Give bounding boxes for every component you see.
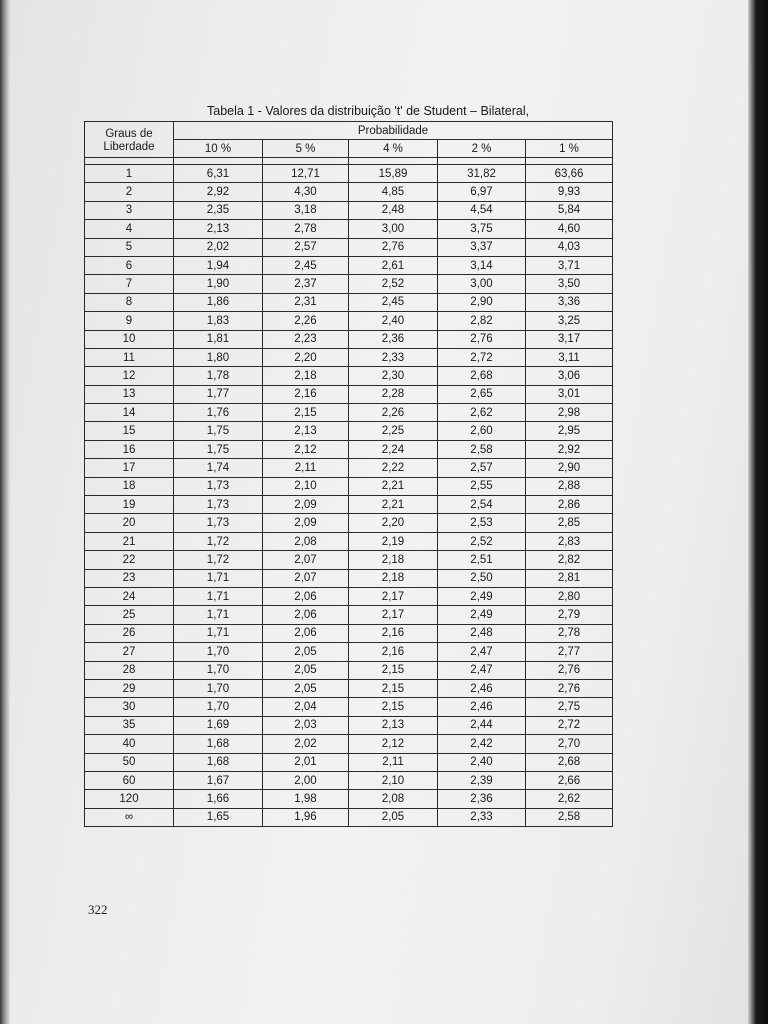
critical-value-cell: 2,18 — [263, 367, 349, 385]
table-row — [85, 808, 613, 826]
critical-value-cell: 2,57 — [263, 238, 349, 256]
critical-value-cell: 9,93 — [526, 183, 613, 201]
critical-value-cell: 1,65 — [174, 808, 263, 826]
critical-value-cell: 2,20 — [263, 348, 349, 366]
degrees-of-freedom-cell: 10 — [85, 330, 174, 348]
degrees-of-freedom-cell: 120 — [85, 790, 174, 808]
critical-value-cell: 3,17 — [526, 330, 613, 348]
critical-value-cell: 1,71 — [174, 624, 263, 642]
critical-value-cell: 2,68 — [526, 753, 613, 771]
critical-value-cell: 4,03 — [526, 238, 613, 256]
critical-value-cell: 2,82 — [526, 551, 613, 569]
critical-value-cell: 3,06 — [526, 367, 613, 385]
critical-value-cell: 2,15 — [349, 698, 438, 716]
critical-value-cell: 2,17 — [349, 587, 438, 605]
table-row — [85, 183, 613, 201]
degrees-of-freedom-cell: 5 — [85, 238, 174, 256]
critical-value-cell: 2,68 — [438, 367, 526, 385]
critical-value-cell: 2,20 — [349, 514, 438, 532]
critical-value-cell: 4,54 — [438, 201, 526, 219]
degrees-of-freedom-cell: 30 — [85, 698, 174, 716]
critical-value-cell: 3,37 — [438, 238, 526, 256]
critical-value-cell: 1,83 — [174, 312, 263, 330]
degrees-of-freedom-cell: 35 — [85, 716, 174, 734]
table-row — [85, 790, 613, 808]
critical-value-cell: 3,71 — [526, 256, 613, 274]
spacer-cell — [438, 158, 526, 165]
spacer-cell — [526, 158, 613, 165]
critical-value-cell: 1,78 — [174, 367, 263, 385]
critical-value-cell: 2,92 — [526, 440, 613, 458]
degrees-of-freedom-cell: 21 — [85, 532, 174, 550]
critical-value-cell: 2,80 — [526, 587, 613, 605]
table-row — [85, 348, 613, 366]
critical-value-cell: 2,13 — [349, 716, 438, 734]
table-row — [85, 367, 613, 385]
table-row — [85, 496, 613, 514]
critical-value-cell: 2,76 — [438, 330, 526, 348]
critical-value-cell: 1,71 — [174, 587, 263, 605]
table-row — [85, 312, 613, 330]
degrees-of-freedom-cell: 2 — [85, 183, 174, 201]
critical-value-cell: 2,45 — [349, 293, 438, 311]
degrees-of-freedom-cell: 6 — [85, 256, 174, 274]
critical-value-cell: 2,44 — [438, 716, 526, 734]
critical-value-cell: 2,86 — [526, 496, 613, 514]
degrees-of-freedom-cell: 19 — [85, 496, 174, 514]
critical-value-cell: 2,92 — [174, 183, 263, 201]
degrees-of-freedom-cell: 1 — [85, 165, 174, 183]
table-row — [85, 477, 613, 495]
critical-value-cell: 2,18 — [349, 569, 438, 587]
column-header-4: 4 % — [349, 140, 438, 158]
critical-value-cell: 2,76 — [526, 679, 613, 697]
table-row — [85, 404, 613, 422]
critical-value-cell: 1,70 — [174, 661, 263, 679]
critical-value-cell: 2,21 — [349, 477, 438, 495]
critical-value-cell: 1,96 — [263, 808, 349, 826]
critical-value-cell: 3,36 — [526, 293, 613, 311]
critical-value-cell: 1,72 — [174, 532, 263, 550]
degrees-of-freedom-cell: 27 — [85, 643, 174, 661]
critical-value-cell: 2,52 — [438, 532, 526, 550]
critical-value-cell: 2,36 — [438, 790, 526, 808]
critical-value-cell: 1,86 — [174, 293, 263, 311]
critical-value-cell: 2,78 — [263, 220, 349, 238]
critical-value-cell: 2,09 — [263, 514, 349, 532]
critical-value-cell: 1,75 — [174, 440, 263, 458]
table-row — [85, 624, 613, 642]
table-row — [85, 385, 613, 403]
critical-value-cell: 4,30 — [263, 183, 349, 201]
critical-value-cell: 6,31 — [174, 165, 263, 183]
critical-value-cell: 2,57 — [438, 459, 526, 477]
table-row — [85, 679, 613, 697]
degrees-of-freedom-cell: 18 — [85, 477, 174, 495]
critical-value-cell: 2,21 — [349, 496, 438, 514]
critical-value-cell: 1,81 — [174, 330, 263, 348]
critical-value-cell: 2,25 — [349, 422, 438, 440]
critical-value-cell: 1,67 — [174, 771, 263, 789]
critical-value-cell: 3,75 — [438, 220, 526, 238]
critical-value-cell: 2,47 — [438, 643, 526, 661]
critical-value-cell: 2,95 — [526, 422, 613, 440]
critical-value-cell: 3,11 — [526, 348, 613, 366]
critical-value-cell: 3,01 — [526, 385, 613, 403]
critical-value-cell: 1,68 — [174, 735, 263, 753]
degrees-of-freedom-cell: 23 — [85, 569, 174, 587]
critical-value-cell: 2,72 — [526, 716, 613, 734]
table-row — [85, 532, 613, 550]
critical-value-cell: 2,90 — [526, 459, 613, 477]
critical-value-cell: 2,05 — [349, 808, 438, 826]
critical-value-cell: 3,00 — [349, 220, 438, 238]
critical-value-cell: 2,82 — [438, 312, 526, 330]
critical-value-cell: 2,78 — [526, 624, 613, 642]
degrees-of-freedom-cell: ∞ — [85, 808, 174, 826]
critical-value-cell: 2,22 — [349, 459, 438, 477]
critical-value-cell: 1,73 — [174, 477, 263, 495]
degrees-of-freedom-cell: 17 — [85, 459, 174, 477]
critical-value-cell: 2,46 — [438, 698, 526, 716]
degrees-of-freedom-cell: 29 — [85, 679, 174, 697]
critical-value-cell: 2,76 — [349, 238, 438, 256]
critical-value-cell: 2,02 — [263, 735, 349, 753]
degrees-of-freedom-cell: 22 — [85, 551, 174, 569]
critical-value-cell: 2,13 — [174, 220, 263, 238]
critical-value-cell: 2,04 — [263, 698, 349, 716]
critical-value-cell: 1,73 — [174, 514, 263, 532]
critical-value-cell: 2,00 — [263, 771, 349, 789]
spacer-cell — [349, 158, 438, 165]
table-row — [85, 606, 613, 624]
critical-value-cell: 2,39 — [438, 771, 526, 789]
critical-value-cell: 2,42 — [438, 735, 526, 753]
degrees-of-freedom-cell: 7 — [85, 275, 174, 293]
critical-value-cell: 2,49 — [438, 587, 526, 605]
critical-value-cell: 1,70 — [174, 698, 263, 716]
critical-value-cell: 2,15 — [349, 679, 438, 697]
critical-value-cell: 2,08 — [263, 532, 349, 550]
critical-value-cell: 2,49 — [438, 606, 526, 624]
degrees-of-freedom-cell: 9 — [85, 312, 174, 330]
critical-value-cell: 2,40 — [438, 753, 526, 771]
critical-value-cell: 3,18 — [263, 201, 349, 219]
critical-value-cell: 1,69 — [174, 716, 263, 734]
table-row — [85, 238, 613, 256]
critical-value-cell: 2,40 — [349, 312, 438, 330]
critical-value-cell: 2,45 — [263, 256, 349, 274]
critical-value-cell: 2,26 — [263, 312, 349, 330]
degrees-of-freedom-cell: 28 — [85, 661, 174, 679]
critical-value-cell: 1,76 — [174, 404, 263, 422]
critical-value-cell: 5,84 — [526, 201, 613, 219]
critical-value-cell: 2,37 — [263, 275, 349, 293]
table-row — [85, 459, 613, 477]
table-row — [85, 220, 613, 238]
critical-value-cell: 1,75 — [174, 422, 263, 440]
critical-value-cell: 2,06 — [263, 624, 349, 642]
critical-value-cell: 1,74 — [174, 459, 263, 477]
critical-value-cell: 3,50 — [526, 275, 613, 293]
critical-value-cell: 1,98 — [263, 790, 349, 808]
critical-value-cell: 2,12 — [349, 735, 438, 753]
degrees-of-freedom-cell: 14 — [85, 404, 174, 422]
critical-value-cell: 2,28 — [349, 385, 438, 403]
critical-value-cell: 31,82 — [438, 165, 526, 183]
degrees-of-freedom-cell: 60 — [85, 771, 174, 789]
critical-value-cell: 2,12 — [263, 440, 349, 458]
critical-value-cell: 2,58 — [526, 808, 613, 826]
critical-value-cell: 2,33 — [349, 348, 438, 366]
table-row — [85, 514, 613, 532]
table-row — [85, 716, 613, 734]
table-title: Tabela 1 - Valores da distribuição 't' de Student – Bilateral, — [207, 104, 530, 118]
critical-value-cell: 2,48 — [438, 624, 526, 642]
degrees-of-freedom-cell: 13 — [85, 385, 174, 403]
table-row — [85, 422, 613, 440]
critical-value-cell: 2,23 — [263, 330, 349, 348]
critical-value-cell: 2,03 — [263, 716, 349, 734]
table-row — [85, 440, 613, 458]
table-row — [85, 165, 613, 183]
critical-value-cell: 2,11 — [263, 459, 349, 477]
critical-value-cell: 2,81 — [526, 569, 613, 587]
spacer-cell — [174, 158, 263, 165]
critical-value-cell: 2,19 — [349, 532, 438, 550]
table-row — [85, 201, 613, 219]
critical-value-cell: 2,72 — [438, 348, 526, 366]
critical-value-cell: 4,85 — [349, 183, 438, 201]
critical-value-cell: 2,60 — [438, 422, 526, 440]
table-body — [85, 158, 613, 827]
critical-value-cell: 3,14 — [438, 256, 526, 274]
critical-value-cell: 1,90 — [174, 275, 263, 293]
critical-value-cell: 2,90 — [438, 293, 526, 311]
page-number: 322 — [88, 902, 108, 917]
column-header-10: 10 % — [174, 140, 263, 158]
degrees-of-freedom-cell: 12 — [85, 367, 174, 385]
critical-value-cell: 2,08 — [349, 790, 438, 808]
critical-value-cell: 63,66 — [526, 165, 613, 183]
critical-value-cell: 2,85 — [526, 514, 613, 532]
table-row — [85, 643, 613, 661]
critical-value-cell: 2,76 — [526, 661, 613, 679]
table-row — [85, 698, 613, 716]
critical-value-cell: 2,05 — [263, 643, 349, 661]
table-row — [85, 293, 613, 311]
critical-value-cell: 2,48 — [349, 201, 438, 219]
spacer-cell — [85, 158, 174, 165]
table-row — [85, 330, 613, 348]
critical-value-cell: 2,10 — [263, 477, 349, 495]
critical-value-cell: 1,77 — [174, 385, 263, 403]
scan-edge-right — [748, 0, 768, 1024]
critical-value-cell: 2,46 — [438, 679, 526, 697]
critical-value-cell: 2,16 — [349, 643, 438, 661]
critical-value-cell: 2,06 — [263, 606, 349, 624]
critical-value-cell: 2,65 — [438, 385, 526, 403]
critical-value-cell: 1,80 — [174, 348, 263, 366]
header-spacer-row — [85, 158, 613, 165]
table-row — [85, 569, 613, 587]
critical-value-cell: 3,25 — [526, 312, 613, 330]
critical-value-cell: 2,83 — [526, 532, 613, 550]
critical-value-cell: 2,17 — [349, 606, 438, 624]
critical-value-cell: 12,71 — [263, 165, 349, 183]
critical-value-cell: 2,30 — [349, 367, 438, 385]
degrees-of-freedom-cell: 4 — [85, 220, 174, 238]
degrees-of-freedom-cell: 50 — [85, 753, 174, 771]
critical-value-cell: 2,18 — [349, 551, 438, 569]
critical-value-cell: 2,06 — [263, 587, 349, 605]
critical-value-cell: 2,26 — [349, 404, 438, 422]
column-header-2: 2 % — [438, 140, 526, 158]
table-row — [85, 587, 613, 605]
table-row — [85, 771, 613, 789]
critical-value-cell: 2,51 — [438, 551, 526, 569]
table-row — [85, 661, 613, 679]
critical-value-cell: 2,13 — [263, 422, 349, 440]
column-header-5: 5 % — [263, 140, 349, 158]
critical-value-cell: 2,33 — [438, 808, 526, 826]
critical-value-cell: 2,98 — [526, 404, 613, 422]
degrees-of-freedom-cell: 16 — [85, 440, 174, 458]
critical-value-cell: 2,61 — [349, 256, 438, 274]
degrees-of-freedom-header — [85, 122, 174, 158]
critical-value-cell: 1,68 — [174, 753, 263, 771]
critical-value-cell: 2,11 — [349, 753, 438, 771]
critical-value-cell: 4,60 — [526, 220, 613, 238]
critical-value-cell: 1,70 — [174, 679, 263, 697]
table-row — [85, 753, 613, 771]
critical-value-cell: 2,52 — [349, 275, 438, 293]
table-row — [85, 551, 613, 569]
critical-value-cell: 2,24 — [349, 440, 438, 458]
degrees-of-freedom-cell: 8 — [85, 293, 174, 311]
critical-value-cell: 2,07 — [263, 569, 349, 587]
critical-value-cell: 2,02 — [174, 238, 263, 256]
critical-value-cell: 15,89 — [349, 165, 438, 183]
critical-value-cell: 2,01 — [263, 753, 349, 771]
critical-value-cell: 2,77 — [526, 643, 613, 661]
critical-value-cell: 1,70 — [174, 643, 263, 661]
degrees-of-freedom-cell: 26 — [85, 624, 174, 642]
critical-value-cell: 3,00 — [438, 275, 526, 293]
table-row — [85, 735, 613, 753]
degrees-of-freedom-cell: 40 — [85, 735, 174, 753]
table-row — [85, 275, 613, 293]
critical-value-cell: 2,16 — [349, 624, 438, 642]
critical-value-cell: 2,05 — [263, 661, 349, 679]
critical-value-cell: 2,62 — [438, 404, 526, 422]
degrees-of-freedom-cell: 3 — [85, 201, 174, 219]
critical-value-cell: 2,54 — [438, 496, 526, 514]
probability-header: Probabilidade — [174, 122, 613, 140]
table-row — [85, 256, 613, 274]
critical-value-cell: 2,55 — [438, 477, 526, 495]
critical-value-cell: 2,31 — [263, 293, 349, 311]
critical-value-cell: 2,79 — [526, 606, 613, 624]
critical-value-cell: 2,16 — [263, 385, 349, 403]
critical-value-cell: 2,15 — [349, 661, 438, 679]
spacer-cell — [263, 158, 349, 165]
column-header-1: 1 % — [526, 140, 613, 158]
critical-value-cell: 2,53 — [438, 514, 526, 532]
critical-value-cell: 1,72 — [174, 551, 263, 569]
critical-value-cell: 1,94 — [174, 256, 263, 274]
critical-value-cell: 2,75 — [526, 698, 613, 716]
critical-value-cell: 1,66 — [174, 790, 263, 808]
critical-value-cell: 2,05 — [263, 679, 349, 697]
critical-value-cell: 2,66 — [526, 771, 613, 789]
critical-value-cell: 2,15 — [263, 404, 349, 422]
critical-value-cell: 2,09 — [263, 496, 349, 514]
t-distribution-table — [84, 121, 613, 827]
degrees-of-freedom-cell: 15 — [85, 422, 174, 440]
degrees-of-freedom-cell: 25 — [85, 606, 174, 624]
degrees-of-freedom-cell: 20 — [85, 514, 174, 532]
degrees-header-line2: Liberdade — [103, 140, 155, 153]
critical-value-cell: 2,10 — [349, 771, 438, 789]
critical-value-cell: 2,35 — [174, 201, 263, 219]
critical-value-cell: 1,73 — [174, 496, 263, 514]
degrees-header-line1: Graus de — [105, 127, 153, 140]
degrees-of-freedom-cell: 11 — [85, 348, 174, 366]
critical-value-cell: 2,62 — [526, 790, 613, 808]
critical-value-cell: 2,07 — [263, 551, 349, 569]
degrees-of-freedom-cell: 24 — [85, 587, 174, 605]
critical-value-cell: 2,36 — [349, 330, 438, 348]
critical-value-cell: 2,58 — [438, 440, 526, 458]
critical-value-cell: 2,88 — [526, 477, 613, 495]
critical-value-cell: 2,47 — [438, 661, 526, 679]
critical-value-cell: 2,50 — [438, 569, 526, 587]
critical-value-cell: 1,71 — [174, 606, 263, 624]
critical-value-cell: 2,70 — [526, 735, 613, 753]
critical-value-cell: 1,71 — [174, 569, 263, 587]
critical-value-cell: 6,97 — [438, 183, 526, 201]
